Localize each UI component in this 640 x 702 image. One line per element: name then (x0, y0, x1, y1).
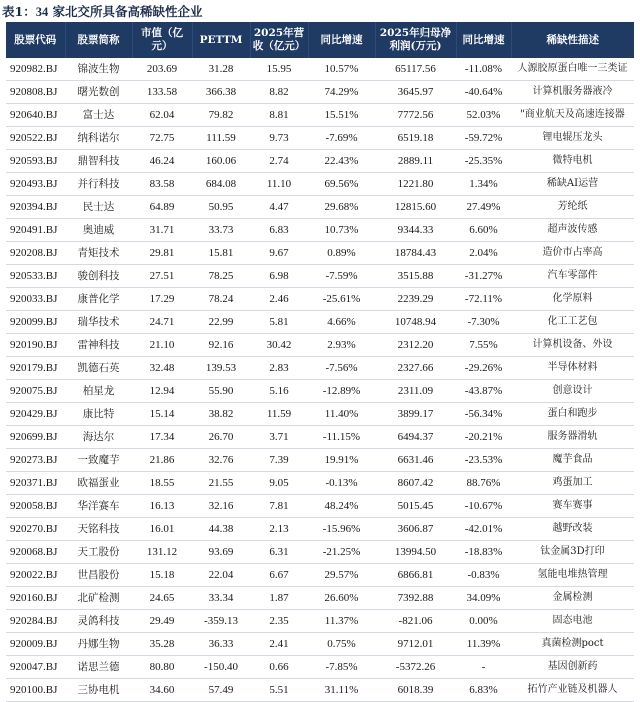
cell-revenue-yoy: -0.13% (325, 477, 358, 490)
cell-pettm: 44.38 (208, 523, 234, 536)
cell-pettm: 21.55 (208, 477, 234, 490)
caption-label: 表1： (2, 4, 36, 19)
header-pettm: PETTM (192, 22, 250, 58)
cell-profit-yoy: - (481, 661, 486, 674)
cell-stock-name: 天工股份 (77, 546, 120, 559)
cell-pettm: 366.38 (205, 86, 237, 99)
cell-net-profit: 13994.50 (394, 546, 437, 559)
cell-scarcity-desc: 金属检测 (552, 592, 593, 604)
table-row (6, 426, 634, 449)
cell-scarcity-desc: 锂电辊压龙头 (542, 132, 603, 144)
cell-revenue-yoy: -7.69% (325, 132, 358, 145)
cell-stock-name: 鼎智科技 (77, 155, 120, 168)
cell-revenue: 2.13 (269, 523, 289, 536)
cell-profit-yoy: -11.08% (464, 63, 503, 76)
caption-count: 34 (35, 5, 49, 19)
cell-net-profit: 12815.60 (394, 201, 437, 214)
cell-net-profit: 6494.37 (397, 431, 434, 444)
cell-pettm: 36.33 (208, 638, 234, 651)
header-profit-yoy: 同比增速 (456, 22, 511, 58)
cell-net-profit: 18784.43 (394, 247, 437, 260)
table-row (6, 58, 634, 81)
cell-revenue: 8.81 (269, 109, 289, 122)
cell-stock-code: 920593.BJ (10, 155, 58, 168)
cell-scarcity-desc: 钛金属3D打印 (540, 546, 605, 558)
cell-stock-code: 920394.BJ (10, 201, 58, 214)
cell-scarcity-desc: 拓竹产业链及机器人 (527, 684, 618, 696)
table-row (6, 81, 634, 104)
cell-market-cap: 16.13 (149, 500, 175, 513)
cell-revenue-yoy: 10.57% (324, 63, 359, 76)
header-revenue-2025: 2025年营收（亿元） (250, 22, 308, 58)
cell-profit-yoy: 88.76% (466, 477, 501, 490)
cell-pettm: 57.49 (208, 684, 234, 697)
cell-net-profit: 2889.11 (397, 155, 434, 168)
cell-net-profit: -5372.26 (395, 661, 436, 674)
cell-pettm: 92.16 (208, 339, 234, 352)
table-row (6, 265, 634, 288)
header-row (6, 22, 634, 58)
cell-revenue-yoy: 11.37% (324, 615, 359, 628)
table-row (6, 656, 634, 679)
header-stock-code: 股票代码 (6, 22, 65, 58)
cell-stock-name: 天铭科技 (77, 523, 120, 536)
cell-revenue: 1.87 (269, 592, 289, 605)
cell-market-cap: 12.94 (149, 385, 175, 398)
cell-net-profit: 3606.87 (397, 523, 434, 536)
cell-profit-yoy: -10.67% (464, 500, 503, 513)
cell-stock-code: 920033.BJ (10, 293, 58, 306)
cell-revenue-yoy: 26.60% (324, 592, 359, 605)
table-row (6, 518, 634, 541)
cell-net-profit: 1221.80 (397, 178, 434, 191)
cell-scarcity-desc: 氢能电堆热管理 (537, 569, 608, 581)
cell-revenue-yoy: 69.56% (324, 178, 359, 191)
cell-pettm: 32.16 (208, 500, 234, 513)
cell-scarcity-desc: 魔芋食品 (552, 454, 593, 466)
cell-stock-code: 920099.BJ (10, 316, 58, 329)
scarcity-companies-table (6, 22, 634, 702)
cell-stock-name: 锦波生物 (77, 63, 120, 76)
cell-pettm: 55.90 (208, 385, 234, 398)
cell-stock-name: 富士达 (82, 109, 115, 122)
cell-scarcity-desc: 微特电机 (552, 155, 593, 167)
cell-revenue: 9.73 (269, 132, 289, 145)
cell-stock-code: 920640.BJ (10, 109, 58, 122)
table-row (6, 564, 634, 587)
cell-scarcity-desc: 人源胶原蛋白唯一三类证 (517, 63, 628, 75)
cell-profit-yoy: -56.34% (464, 408, 503, 421)
cell-revenue-yoy: 19.91% (324, 454, 359, 467)
cell-market-cap: 21.86 (149, 454, 175, 467)
table-row (6, 357, 634, 380)
cell-scarcity-desc: 越野改装 (552, 523, 593, 535)
cell-pettm: 160.06 (205, 155, 237, 168)
cell-revenue: 9.67 (269, 247, 289, 260)
cell-stock-name: 诺思兰德 (77, 661, 120, 674)
cell-market-cap: 24.71 (149, 316, 175, 329)
cell-stock-name: 曙光数创 (77, 86, 120, 99)
cell-revenue-yoy: 11.40% (324, 408, 359, 421)
cell-pettm: 50.95 (208, 201, 234, 214)
cell-stock-name: 瑞华技术 (77, 316, 120, 329)
cell-revenue-yoy: 10.73% (324, 224, 359, 237)
cell-pettm: 31.28 (208, 63, 234, 76)
cell-profit-yoy: -23.53% (464, 454, 503, 467)
cell-profit-yoy: -42.01% (464, 523, 503, 536)
cell-profit-yoy: 6.83% (469, 684, 498, 697)
cell-stock-code: 920270.BJ (10, 523, 58, 536)
cell-revenue: 4.47 (269, 201, 289, 214)
cell-net-profit: 3899.17 (397, 408, 434, 421)
cell-market-cap: 31.71 (149, 224, 175, 237)
cell-revenue-yoy: -7.85% (325, 661, 358, 674)
cell-stock-code: 920493.BJ (10, 178, 58, 191)
table-row (6, 150, 634, 173)
cell-revenue: 7.39 (269, 454, 289, 467)
cell-stock-name: 丹娜生物 (77, 638, 120, 651)
cell-stock-name: 世昌股份 (77, 569, 120, 582)
cell-revenue: 11.59 (266, 408, 292, 421)
cell-pettm: 15.81 (208, 247, 234, 260)
cell-stock-code: 920058.BJ (10, 500, 58, 513)
cell-market-cap: 24.65 (149, 592, 175, 605)
table-row (6, 472, 634, 495)
cell-stock-code: 920982.BJ (10, 63, 58, 76)
table-row (6, 173, 634, 196)
cell-market-cap: 32.48 (149, 362, 175, 375)
cell-stock-code: 920429.BJ (10, 408, 58, 421)
cell-pettm: -359.13 (204, 615, 238, 628)
cell-stock-name: 骏创科技 (77, 270, 120, 283)
cell-scarcity-desc: 汽车零部件 (547, 270, 598, 282)
table-row (6, 334, 634, 357)
cell-revenue-yoy: -7.56% (325, 362, 358, 375)
cell-pettm: 93.69 (208, 546, 234, 559)
cell-revenue: 2.74 (269, 155, 289, 168)
cell-stock-code: 920160.BJ (10, 592, 58, 605)
cell-scarcity-desc: 蛋白和跑步 (547, 408, 598, 420)
cell-revenue-yoy: 2.93% (327, 339, 356, 352)
cell-scarcity-desc: 基因创新药 (547, 661, 598, 673)
cell-revenue: 8.82 (269, 86, 289, 99)
cell-revenue-yoy: 22.43% (324, 155, 359, 168)
cell-market-cap: 83.58 (149, 178, 175, 191)
cell-stock-code: 920491.BJ (10, 224, 58, 237)
table-row (6, 380, 634, 403)
cell-stock-code: 920208.BJ (10, 247, 58, 260)
cell-stock-name: 灵鸽科技 (77, 615, 120, 628)
cell-market-cap: 133.58 (146, 86, 178, 99)
cell-scarcity-desc: 固态电池 (552, 615, 593, 627)
cell-stock-code: 920022.BJ (10, 569, 58, 582)
cell-revenue: 6.31 (269, 546, 289, 559)
cell-revenue: 3.71 (269, 431, 289, 444)
cell-revenue: 15.95 (266, 63, 292, 76)
cell-scarcity-desc: 计算机服务器液冷 (532, 86, 613, 98)
cell-stock-name: 华洋赛车 (77, 500, 120, 513)
cell-stock-name: 三协电机 (77, 684, 120, 697)
cell-market-cap: 21.10 (149, 339, 175, 352)
cell-revenue-yoy: 15.51% (324, 109, 359, 122)
cell-revenue-yoy: -25.61% (322, 293, 361, 306)
cell-net-profit: -821.06 (398, 615, 433, 628)
cell-stock-code: 920179.BJ (10, 362, 58, 375)
cell-pettm: 32.76 (208, 454, 234, 467)
cell-net-profit: 2311.09 (397, 385, 434, 398)
table-row (6, 288, 634, 311)
cell-profit-yoy: -20.21% (464, 431, 503, 444)
header-market-cap: 市值（亿元） (132, 22, 192, 58)
cell-profit-yoy: 0.00% (469, 615, 498, 628)
cell-market-cap: 29.49 (149, 615, 175, 628)
cell-market-cap: 46.24 (149, 155, 175, 168)
caption-text: 家北交所具备高稀缺性企业 (48, 4, 203, 19)
cell-pettm: 111.59 (206, 132, 236, 145)
table-row (6, 196, 634, 219)
cell-revenue-yoy: 48.24% (324, 500, 359, 513)
cell-profit-yoy: 11.39% (466, 638, 501, 651)
cell-stock-code: 920533.BJ (10, 270, 58, 283)
cell-stock-code: 920371.BJ (10, 477, 58, 490)
cell-net-profit: 9712.01 (397, 638, 434, 651)
cell-profit-yoy: 1.34% (469, 178, 498, 191)
cell-stock-code: 920699.BJ (10, 431, 58, 444)
cell-revenue-yoy: 0.75% (327, 638, 356, 651)
cell-revenue: 6.98 (269, 270, 289, 283)
cell-net-profit: 5015.45 (397, 500, 434, 513)
cell-profit-yoy: 2.04% (469, 247, 498, 260)
cell-stock-name: 纳科诺尔 (77, 132, 120, 145)
cell-scarcity-desc: 化工工艺包 (547, 316, 598, 328)
cell-pettm: 684.08 (205, 178, 237, 191)
cell-pettm: 78.24 (208, 293, 234, 306)
table-row (6, 541, 634, 564)
cell-profit-yoy: -7.30% (467, 316, 500, 329)
cell-net-profit: 9344.33 (397, 224, 434, 237)
cell-stock-code: 920075.BJ (10, 385, 58, 398)
table-row (6, 311, 634, 334)
table-row (6, 495, 634, 518)
cell-stock-name: 雷神科技 (77, 339, 120, 352)
cell-revenue: 6.83 (269, 224, 289, 237)
header-scarcity-desc: 稀缺性描述 (511, 22, 634, 58)
cell-market-cap: 35.28 (149, 638, 175, 651)
cell-profit-yoy: -31.27% (464, 270, 503, 283)
table-row (6, 219, 634, 242)
cell-profit-yoy: -25.35% (464, 155, 503, 168)
cell-scarcity-desc: 稀缺AI运营 (546, 178, 599, 190)
cell-profit-yoy: -18.83% (464, 546, 503, 559)
cell-revenue: 7.81 (269, 500, 289, 513)
cell-revenue: 2.46 (269, 293, 289, 306)
cell-net-profit: 6018.39 (397, 684, 434, 697)
cell-net-profit: 7772.56 (397, 109, 434, 122)
cell-scarcity-desc: 创意设计 (552, 385, 593, 397)
cell-revenue-yoy: 4.66% (327, 316, 356, 329)
cell-pettm: 22.04 (208, 569, 234, 582)
cell-stock-code: 920808.BJ (10, 86, 58, 99)
cell-net-profit: 3645.97 (397, 86, 434, 99)
cell-profit-yoy: -59.72% (464, 132, 503, 145)
cell-stock-name: 柏星龙 (82, 385, 115, 398)
table-row (6, 104, 634, 127)
cell-net-profit: 2312.20 (397, 339, 434, 352)
cell-stock-code: 920190.BJ (10, 339, 58, 352)
cell-net-profit: 8607.42 (397, 477, 434, 490)
cell-revenue: 2.35 (269, 615, 289, 628)
cell-scarcity-desc: 芳纶纸 (557, 201, 588, 213)
header-stock-name: 股票简称 (65, 22, 132, 58)
cell-net-profit: 2239.29 (397, 293, 434, 306)
cell-market-cap: 17.34 (149, 431, 175, 444)
cell-revenue-yoy: -12.89% (322, 385, 361, 398)
cell-scarcity-desc: "商业航天及高速连接器 (520, 109, 625, 121)
cell-profit-yoy: 34.09% (466, 592, 501, 605)
cell-net-profit: 10748.94 (394, 316, 437, 329)
cell-scarcity-desc: 真菌检测poct (541, 638, 604, 650)
header-net-profit-2025: 2025年归母净利润(万元) (375, 22, 456, 58)
cell-stock-name: 并行科技 (77, 178, 120, 191)
cell-pettm: 79.82 (208, 109, 234, 122)
cell-pettm: 38.82 (208, 408, 234, 421)
cell-revenue: 2.41 (269, 638, 289, 651)
cell-revenue-yoy: 74.29% (324, 86, 359, 99)
cell-revenue: 6.67 (269, 569, 289, 582)
cell-pettm: 33.34 (208, 592, 234, 605)
cell-profit-yoy: 52.03% (466, 109, 501, 122)
cell-stock-name: 凯德石英 (77, 362, 120, 375)
cell-stock-code: 920100.BJ (10, 684, 58, 697)
table-row (6, 127, 634, 150)
cell-net-profit: 65117.56 (395, 63, 436, 76)
cell-market-cap: 80.80 (149, 661, 175, 674)
cell-market-cap: 17.29 (149, 293, 175, 306)
cell-pettm: -150.40 (204, 661, 238, 674)
cell-stock-code: 920047.BJ (10, 661, 58, 674)
cell-revenue-yoy: -21.25% (322, 546, 361, 559)
cell-revenue: 11.10 (266, 178, 292, 191)
cell-scarcity-desc: 鸡蛋加工 (552, 477, 593, 489)
cell-scarcity-desc: 半导体材料 (547, 362, 598, 374)
cell-profit-yoy: 27.49% (466, 201, 501, 214)
cell-stock-name: 一致魔芋 (77, 454, 120, 467)
cell-revenue-yoy: 29.57% (324, 569, 359, 582)
table-row (6, 403, 634, 426)
cell-stock-name: 北矿检测 (77, 592, 120, 605)
cell-stock-name: 奥迪威 (82, 224, 115, 237)
cell-profit-yoy: -0.83% (467, 569, 500, 582)
cell-scarcity-desc: 超声波传感 (547, 224, 598, 236)
cell-revenue-yoy: 31.11% (324, 684, 359, 697)
cell-stock-name: 海达尔 (82, 431, 115, 444)
cell-scarcity-desc: 计算机设备、外设 (532, 339, 613, 351)
cell-pettm: 139.53 (205, 362, 237, 375)
cell-market-cap: 15.14 (149, 408, 175, 421)
cell-market-cap: 62.04 (149, 109, 175, 122)
table-row (6, 610, 634, 633)
cell-profit-yoy: -43.87% (464, 385, 503, 398)
cell-market-cap: 34.60 (149, 684, 175, 697)
cell-market-cap: 16.01 (149, 523, 175, 536)
cell-stock-code: 920273.BJ (10, 454, 58, 467)
table-row (6, 587, 634, 610)
table-row (6, 449, 634, 472)
cell-scarcity-desc: 服务器滑轨 (547, 431, 598, 443)
cell-stock-name: 青矩技术 (77, 247, 120, 260)
cell-scarcity-desc: 赛车赛事 (552, 500, 593, 512)
header-revenue-yoy: 同比增速 (308, 22, 375, 58)
cell-pettm: 78.25 (208, 270, 234, 283)
cell-profit-yoy: -29.26% (464, 362, 503, 375)
cell-market-cap: 18.55 (149, 477, 175, 490)
cell-stock-code: 920068.BJ (10, 546, 58, 559)
cell-market-cap: 64.89 (149, 201, 175, 214)
cell-profit-yoy: 7.55% (469, 339, 498, 352)
cell-revenue: 2.83 (269, 362, 289, 375)
cell-market-cap: 27.51 (149, 270, 175, 283)
cell-revenue-yoy: -11.15% (322, 431, 361, 444)
cell-profit-yoy: -40.64% (464, 86, 503, 99)
cell-net-profit: 6631.46 (397, 454, 434, 467)
table-row (6, 633, 634, 656)
cell-market-cap: 29.81 (149, 247, 175, 260)
cell-net-profit: 2327.66 (397, 362, 434, 375)
table-row (6, 242, 634, 265)
cell-market-cap: 72.75 (149, 132, 175, 145)
cell-pettm: 33.73 (208, 224, 234, 237)
cell-market-cap: 203.69 (146, 63, 178, 76)
cell-profit-yoy: 6.60% (469, 224, 498, 237)
cell-revenue: 30.42 (266, 339, 292, 352)
cell-stock-name: 康普化学 (77, 293, 120, 306)
cell-revenue: 5.16 (269, 385, 289, 398)
cell-revenue-yoy: -7.59% (325, 270, 358, 283)
cell-stock-code: 920284.BJ (10, 615, 58, 628)
table-row (6, 679, 634, 702)
cell-revenue: 0.66 (269, 661, 289, 674)
cell-pettm: 22.99 (208, 316, 234, 329)
cell-revenue-yoy: -15.96% (322, 523, 361, 536)
cell-net-profit: 7392.88 (397, 592, 434, 605)
cell-stock-name: 民士达 (82, 201, 115, 214)
cell-market-cap: 15.18 (149, 569, 175, 582)
cell-net-profit: 3515.88 (397, 270, 434, 283)
cell-scarcity-desc: 造价市占率高 (542, 247, 603, 259)
cell-net-profit: 6866.81 (397, 569, 434, 582)
cell-revenue: 9.05 (269, 477, 289, 490)
cell-scarcity-desc: 化学原料 (552, 293, 593, 305)
cell-stock-name: 欧福蛋业 (77, 477, 120, 490)
cell-revenue: 5.51 (269, 684, 289, 697)
cell-stock-name: 康比特 (82, 408, 115, 421)
cell-pettm: 26.70 (208, 431, 234, 444)
cell-stock-code: 920009.BJ (10, 638, 58, 651)
cell-net-profit: 6519.18 (397, 132, 434, 145)
cell-stock-code: 920522.BJ (10, 132, 58, 145)
table-caption (2, 3, 203, 21)
cell-revenue-yoy: 0.89% (327, 247, 356, 260)
cell-market-cap: 131.12 (146, 546, 178, 559)
cell-revenue: 5.81 (269, 316, 289, 329)
cell-revenue-yoy: 29.68% (324, 201, 359, 214)
cell-profit-yoy: -72.11% (464, 293, 503, 306)
